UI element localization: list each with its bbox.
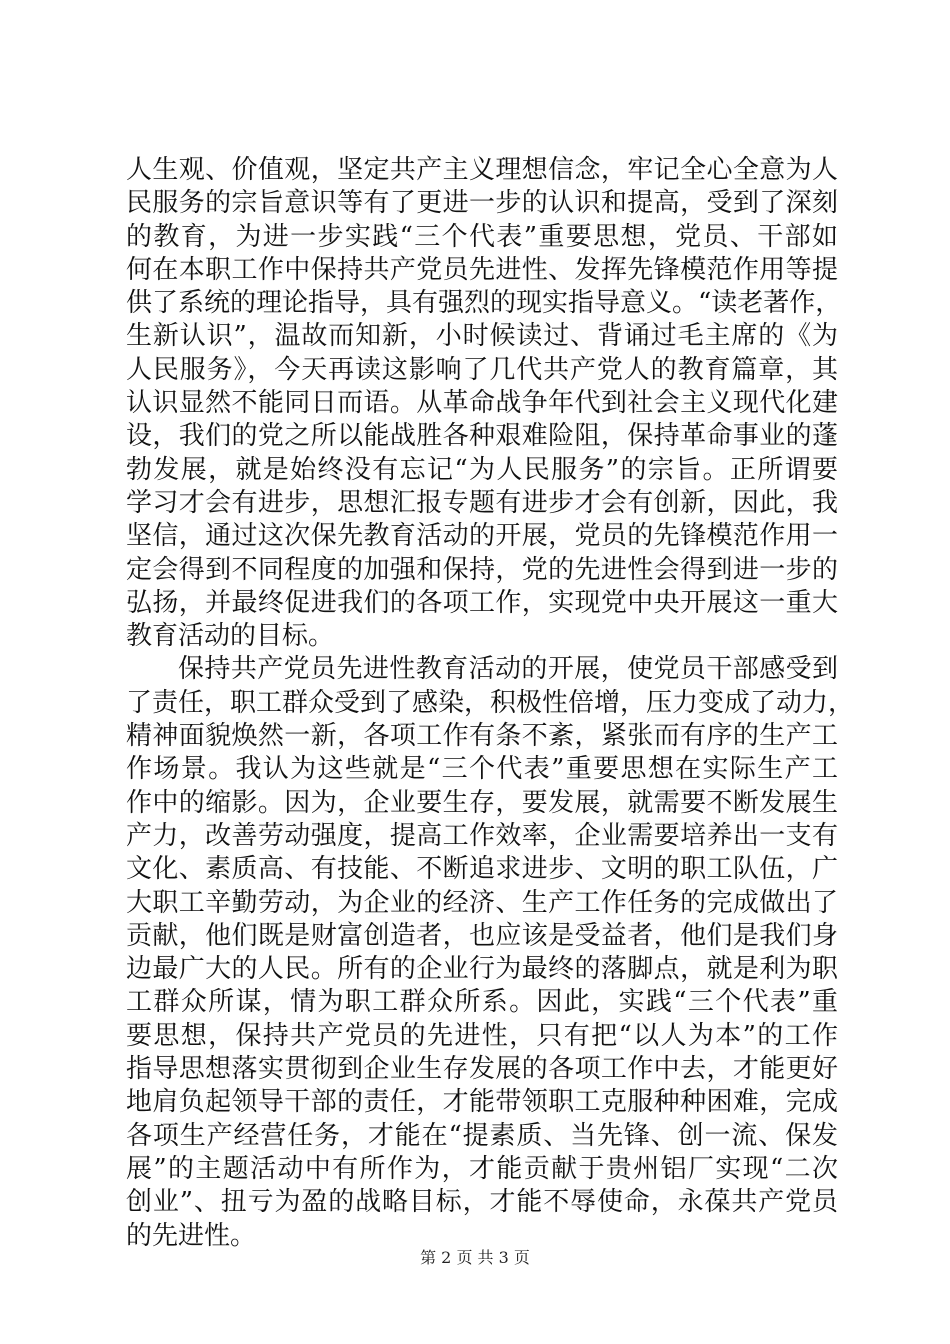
text-line: 坚信，通过这次保先教育活动的开展，党员的先锋模范作用一 [126, 521, 838, 552]
paragraph-2 [126, 653, 855, 1252]
text-line: 创业”、扭亏为盈的战略目标，才能不辱使命，永葆共产党员 [126, 1187, 838, 1218]
text-line: 贡献，他们既是财富创造者，也应该是受益者，他们是我们身 [126, 920, 838, 951]
text-line: 设，我们的党之所以能战胜各种艰难险阻，保持革命事业的蓬 [126, 421, 838, 452]
text-line: 保持共产党员先进性教育活动的开展，使党员干部感受到 [178, 654, 838, 685]
text-line: 各项生产经营任务，才能在“提素质、当先锋、创一流、保发 [126, 1120, 838, 1151]
text-line: 大职工辛勤劳动，为企业的经济、生产工作任务的完成做出了 [126, 887, 838, 918]
text-line: 精神面貌焕然一新，各项工作有条不紊，紧张而有序的生产工 [126, 721, 838, 752]
body-text [126, 154, 855, 1253]
text-line: 教育活动的目标。 [126, 621, 335, 652]
page-number-footer: 第 2 页 共 3 页 [420, 1248, 530, 1267]
text-line: 的教育，为进一步实践“三个代表”重要思想，党员、干部如 [126, 221, 838, 252]
text-line: 人生观、价值观，坚定共产主义理想信念，牢记全心全意为人 [126, 155, 838, 185]
text-line: 弘扬，并最终促进我们的各项工作，实现党中央开展这一重大 [126, 587, 838, 618]
text-line: 定会得到不同程度的加强和保持，党的先进性会得到进一步的 [126, 554, 838, 585]
text-line: 工群众所谋，情为职工群众所系。因此，实践“三个代表”重 [126, 987, 838, 1018]
text-line: 作场景。我认为这些就是“三个代表”重要思想在实际生产工 [126, 754, 838, 785]
text-line: 人民服务》，今天再读这影响了几代共产党人的教育篇章，其 [126, 354, 838, 385]
text-line: 何在本职工作中保持共产党员先进性、发挥先锋模范作用等提 [126, 254, 838, 285]
text-line: 作中的缩影。因为，企业要生存，要发展，就需要不断发展生 [126, 787, 838, 818]
text-line: 地肩负起领导干部的责任，才能带领职工克服种种困难，完成 [126, 1087, 838, 1118]
text-line: 认识显然不能同日而语。从革命战争年代到社会主义现代化建 [126, 388, 838, 419]
text-line: 指导思想落实贯彻到企业生存发展的各项工作中去，才能更好 [126, 1054, 838, 1085]
text-line: 要思想，保持共产党员的先进性，只有把“以人为本”的工作 [126, 1020, 838, 1051]
text-line: 边最广大的人民。所有的企业行为最终的落脚点，就是利为职 [126, 954, 838, 985]
text-line: 生新认识”，温故而知新，小时候读过、背诵过毛主席的《为 [126, 321, 838, 352]
text-line: 供了系统的理论指导，具有强烈的现实指导意义。“读老著作， [126, 288, 842, 319]
text-line: 的先进性。 [126, 1220, 257, 1251]
text-line: 产力，改善劳动强度，提高工作效率，企业需要培养出一支有 [126, 820, 838, 851]
text-line: 学习才会有进步，思想汇报专题有进步才会有创新，因此，我 [126, 487, 838, 518]
paragraph-1 [126, 154, 842, 653]
text-line: 展”的主题活动中有所作为，才能贡献于贵州铝厂实现“二次 [126, 1153, 838, 1184]
text-line: 勃发展，就是始终没有忘记“为人民服务”的宗旨。正所谓要 [126, 454, 838, 485]
text-line: 了责任，职工群众受到了感染，积极性倍增，压力变成了动力， [126, 687, 855, 718]
text-line: 文化、素质高、有技能、不断追求进步、文明的职工队伍，广 [126, 854, 838, 885]
text-line: 民服务的宗旨意识等有了更进一步的认识和提高，受到了深刻 [126, 188, 838, 219]
